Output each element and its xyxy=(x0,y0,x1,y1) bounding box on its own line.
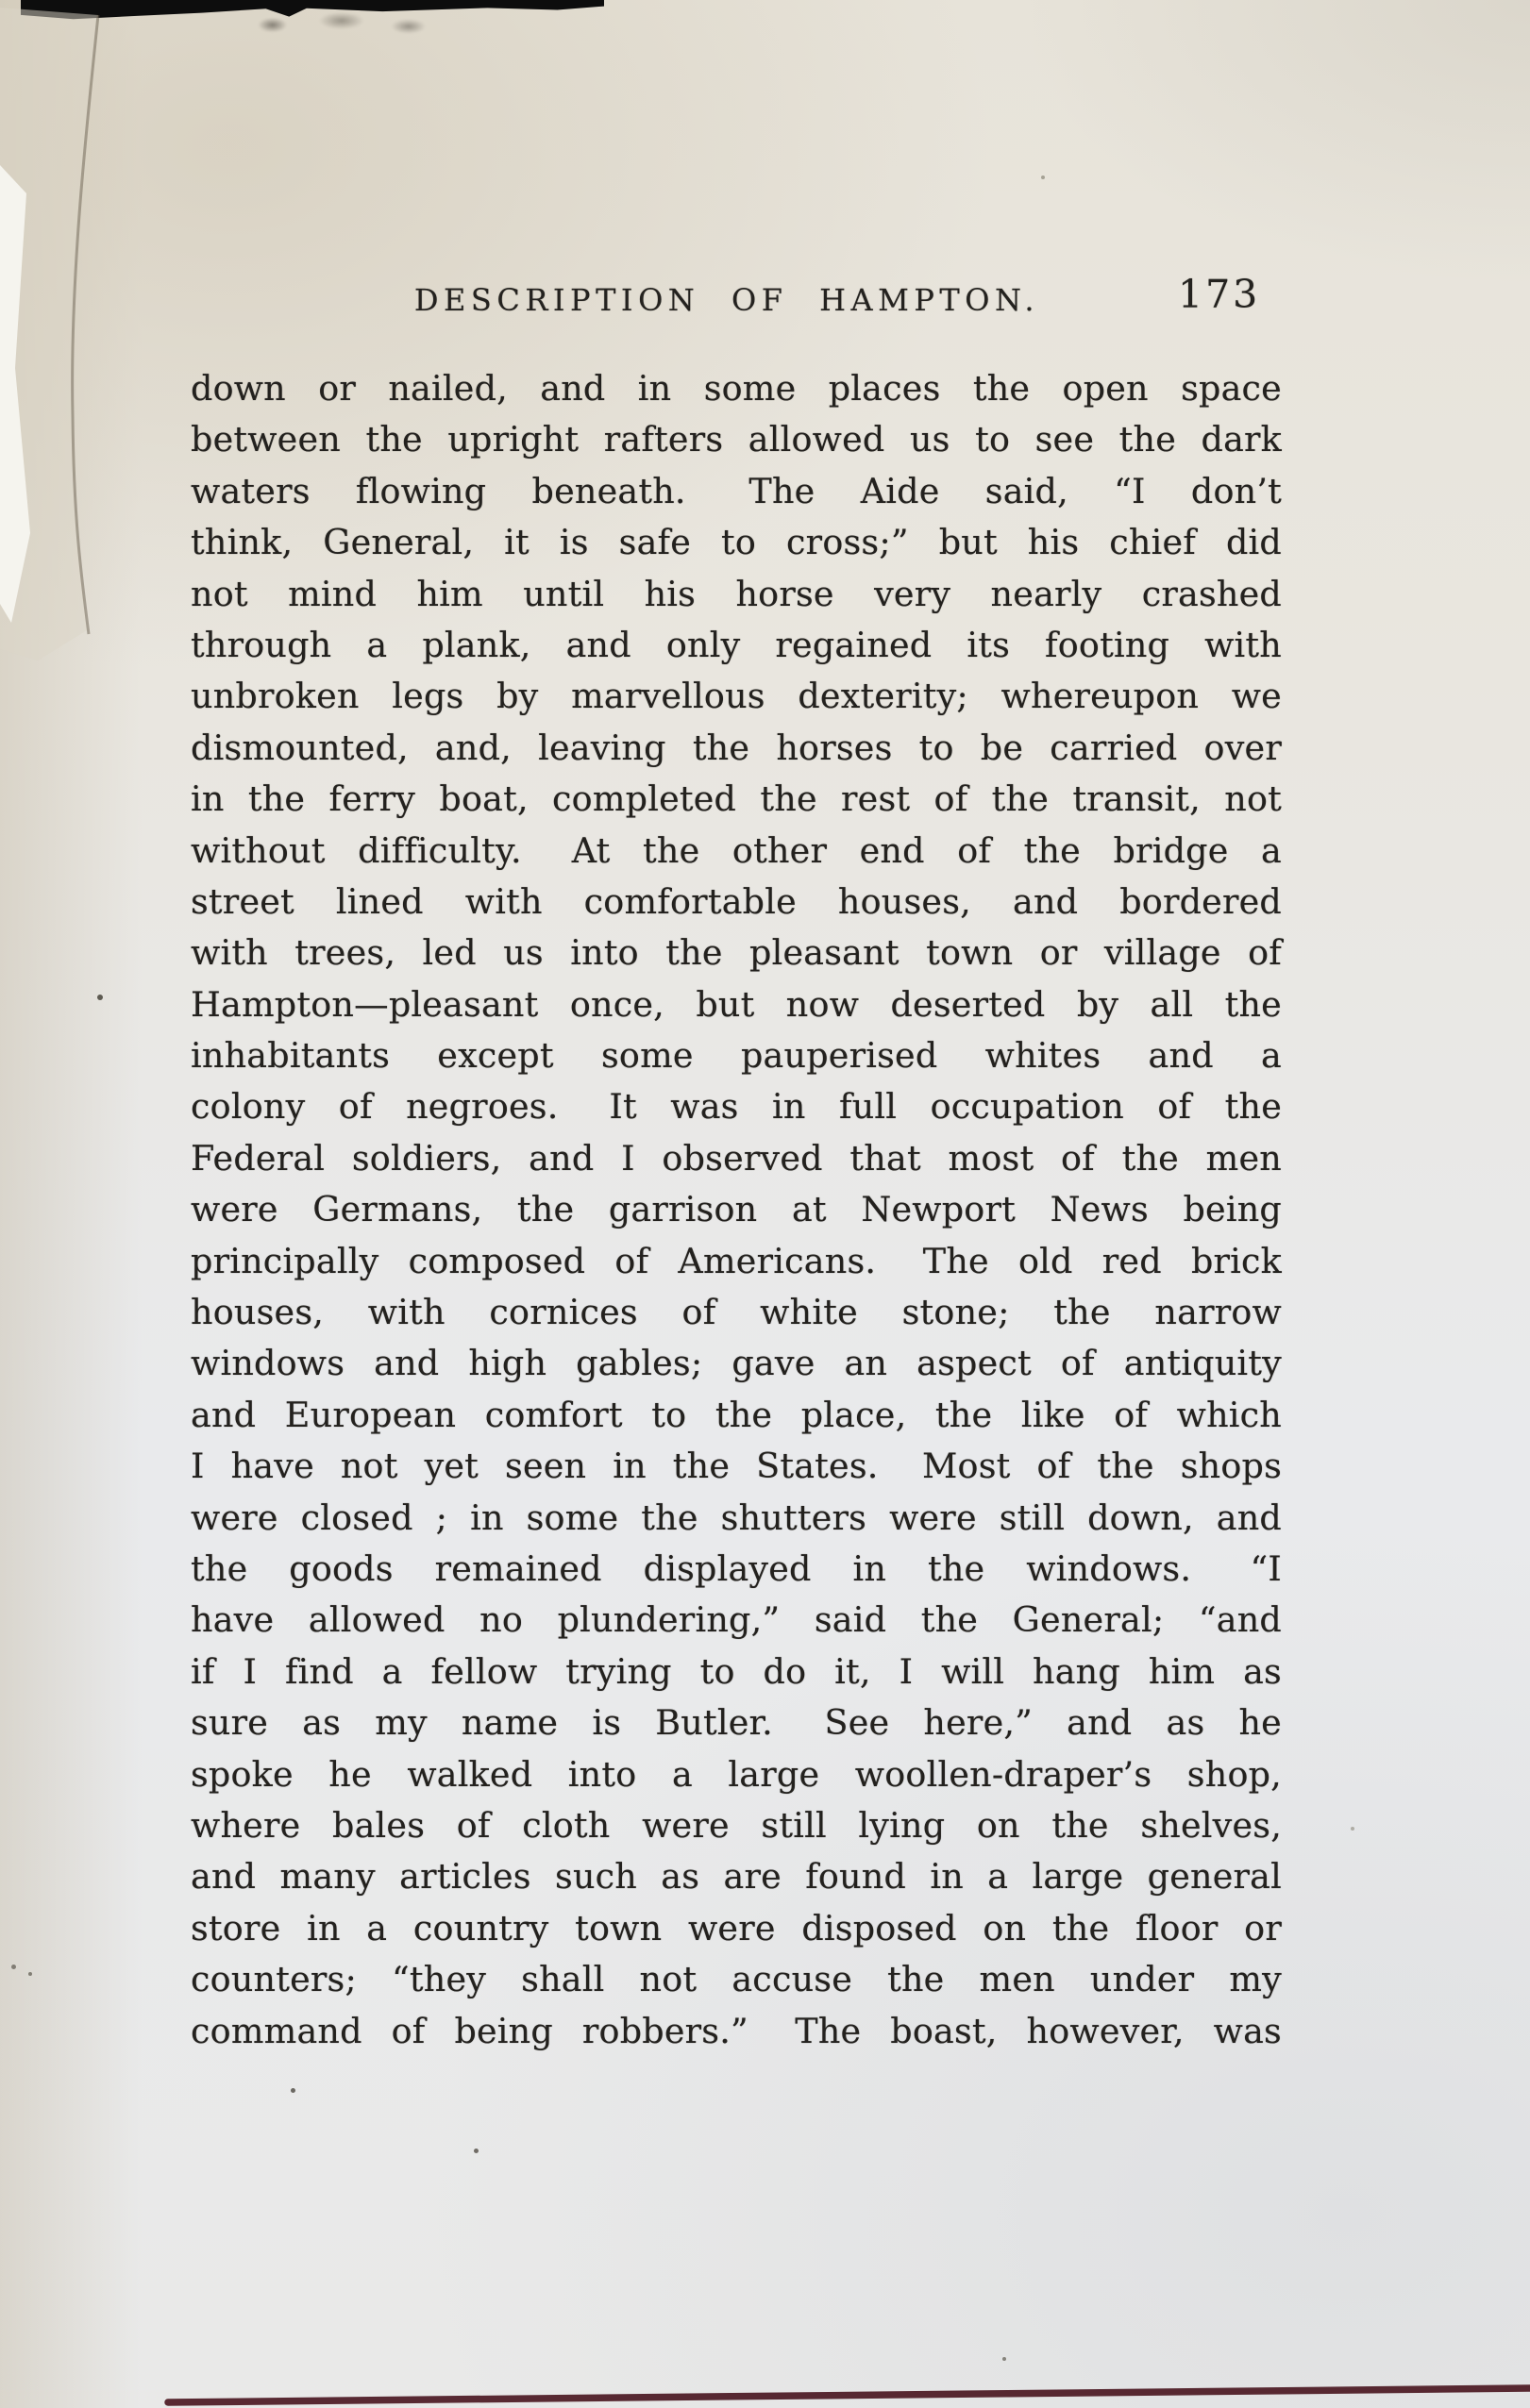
text-line: colony of negroes. It was in full occupation of the xyxy=(191,1086,1282,1128)
text-line: in the ferry boat, completed the rest of the transit, not xyxy=(191,778,1282,820)
ink-speck xyxy=(97,995,103,1000)
text-line: windows and high gables; gave an aspect of antiquity xyxy=(191,1343,1282,1384)
text-line: spoke he walked into a large woollen-draper’s shop, xyxy=(191,1753,1282,1795)
text-line: and many articles such as are found in a large general xyxy=(191,1856,1282,1898)
text-line: where bales of cloth were still lying on the shelves, xyxy=(191,1804,1282,1846)
text-line: store in a country town were disposed on the floor or xyxy=(191,1907,1282,1948)
text-line: waters flowing beneath. The Aide said, “I don’t xyxy=(191,470,1282,511)
page-bottom-edge xyxy=(0,2376,1530,2408)
text-line: down or nailed, and in some places the open space xyxy=(191,368,1282,409)
text-line: think, General, it is safe to cross;” but his chief did xyxy=(191,522,1282,563)
text-line: were Germans, the garrison at Newport News being xyxy=(191,1189,1282,1230)
ink-speck xyxy=(28,1972,32,1976)
text-line: sure as my name is Butler. See here,” and as he xyxy=(191,1702,1282,1744)
text-line: have allowed no plundering,” said the General; “and xyxy=(191,1599,1282,1641)
ink-speck xyxy=(1041,176,1045,179)
text-line: the goods remained displayed in the windows. “I xyxy=(191,1547,1282,1589)
text-line: Federal soldiers, and I observed that most of the men xyxy=(191,1137,1282,1179)
text-line: inhabitants except some pauperised whites and a xyxy=(191,1035,1282,1077)
text-line: unbroken legs by marvellous dexterity; whereupon we xyxy=(191,676,1282,717)
text-line: houses, with cornices of white stone; the narrow xyxy=(191,1292,1282,1333)
ink-speck xyxy=(1002,2357,1006,2361)
ink-speck xyxy=(1351,1827,1354,1831)
text-line: counters; “they shall not accuse the men under my xyxy=(191,1959,1282,2000)
ink-speck xyxy=(291,2088,295,2093)
text-line: not mind him until his horse very nearly crashed xyxy=(191,573,1282,614)
text-line: I have not yet seen in the States. Most of the shops xyxy=(191,1446,1282,1487)
text-line: Hampton—pleasant once, but now deserted by all the xyxy=(191,983,1282,1025)
text-line: dismounted, and, leaving the horses to be carried over xyxy=(191,727,1282,768)
text-line: were closed ; in some the shutters were still down, and xyxy=(191,1497,1282,1538)
ink-speck xyxy=(11,1965,16,1969)
text-line: without difficulty. At the other end of the bridge a xyxy=(191,829,1282,871)
body-text xyxy=(191,363,1282,2057)
running-header-title: DESCRIPTION OF HAMPTON. xyxy=(413,282,1040,318)
text-line: between the upright rafters allowed us to see the dark xyxy=(191,419,1282,460)
ink-speck xyxy=(474,2149,479,2153)
text-line: with trees, led us into the pleasant town or village of xyxy=(191,932,1282,974)
text-line: and European comfort to the place, the like of which xyxy=(191,1394,1282,1435)
page-number: 173 xyxy=(1178,272,1261,317)
text-line: if I find a fellow trying to do it, I will hang him as xyxy=(191,1650,1282,1692)
text-line: command of being robbers.” The boast, however, was xyxy=(191,2010,1282,2051)
text-line: street lined with comfortable houses, and bordered xyxy=(191,880,1282,922)
text-line: through a plank, and only regained its footing with xyxy=(191,624,1282,665)
text-line: principally composed of Americans. The old red brick xyxy=(191,1240,1282,1281)
